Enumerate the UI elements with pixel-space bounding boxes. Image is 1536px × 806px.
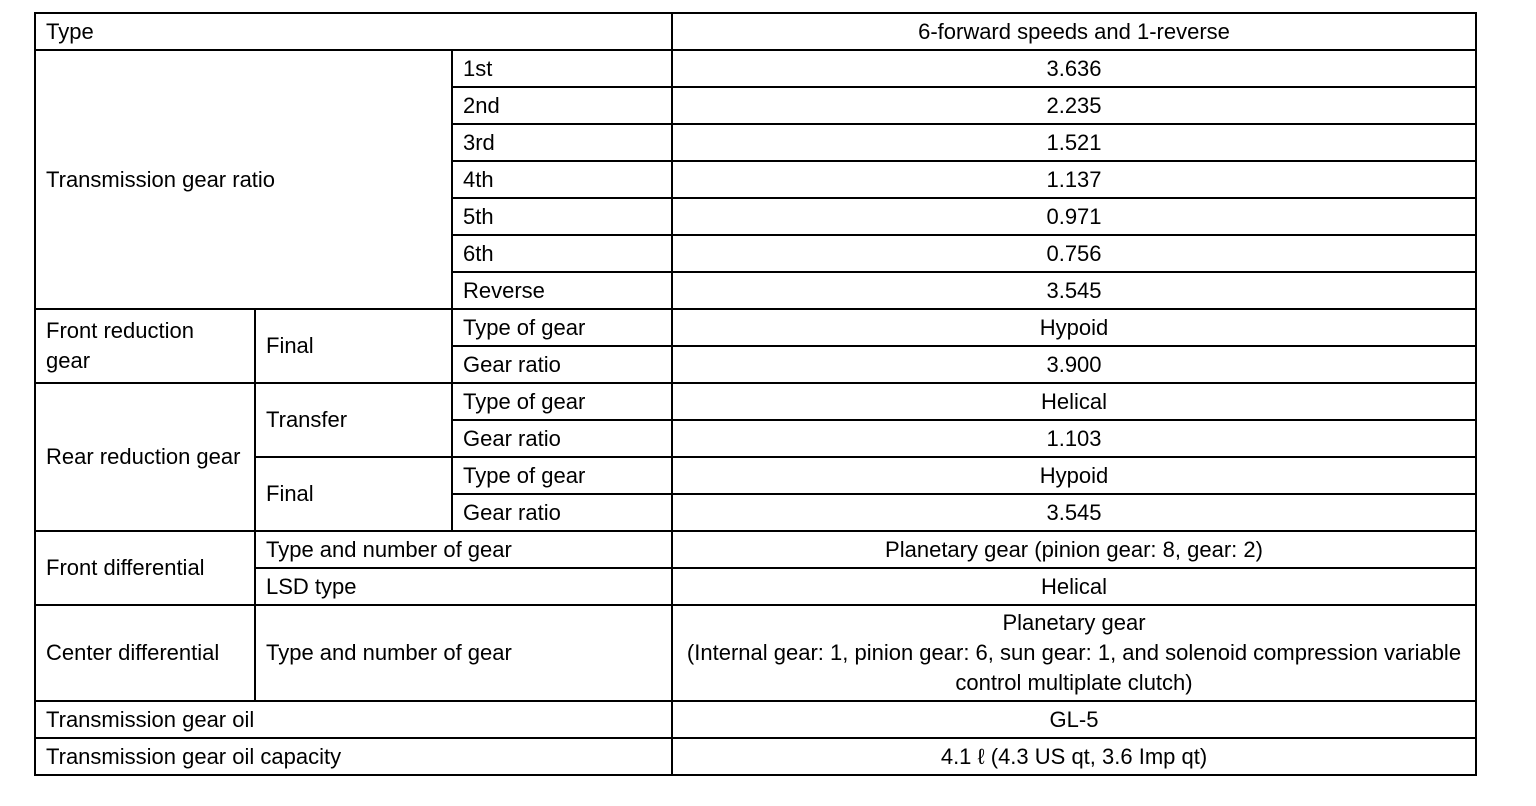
center-differential-label: Center differential — [35, 605, 255, 701]
gear-name: 2nd — [452, 87, 672, 124]
gear-oil-capacity-label: Transmission gear oil capacity — [35, 738, 672, 775]
gear-ratio-value: 3.545 — [672, 272, 1476, 309]
lsd-type-value: Helical — [672, 568, 1476, 605]
gear-oil-capacity-value: 4.1 ℓ (4.3 US qt, 3.6 Imp qt) — [672, 738, 1476, 775]
gear-ratio-value: 1.137 — [672, 161, 1476, 198]
gear-name: 6th — [452, 235, 672, 272]
front-final-gear-ratio-value: 3.900 — [672, 346, 1476, 383]
gear-ratio-value: 0.971 — [672, 198, 1476, 235]
center-differential-value-line1: Planetary gear — [1002, 610, 1146, 635]
table-row-type — [35, 13, 1476, 50]
gear-ratio-label: Gear ratio — [452, 346, 672, 383]
type-of-gear-label: Type of gear — [452, 383, 672, 420]
gear-name: 5th — [452, 198, 672, 235]
gear-name: 4th — [452, 161, 672, 198]
gear-ratio-label: Gear ratio — [452, 494, 672, 531]
gear-name: 3rd — [452, 124, 672, 161]
rear-reduction-gear-label: Rear reduction gear — [35, 383, 255, 531]
table-row-center-diff — [35, 605, 1476, 701]
rear-transfer-type-of-gear-value: Helical — [672, 383, 1476, 420]
type-label: Type — [35, 13, 672, 50]
table-row-gear-1st — [35, 50, 1476, 87]
gear-ratio-value: 2.235 — [672, 87, 1476, 124]
type-of-gear-label: Type of gear — [452, 309, 672, 346]
type-and-number-of-gear-label: Type and number of gear — [255, 605, 672, 701]
gear-ratio-value: 3.636 — [672, 50, 1476, 87]
gear-ratio-label: Gear ratio — [452, 420, 672, 457]
table-row-rear-transfer-type — [35, 383, 1476, 420]
front-differential-type-value: Planetary gear (pinion gear: 8, gear: 2) — [672, 531, 1476, 568]
center-differential-value — [672, 605, 1476, 701]
rear-transfer-gear-ratio-value: 1.103 — [672, 420, 1476, 457]
rear-final-label: Final — [255, 457, 452, 531]
gear-oil-value: GL-5 — [672, 701, 1476, 738]
front-final-type-of-gear-value: Hypoid — [672, 309, 1476, 346]
gear-ratio-value: 0.756 — [672, 235, 1476, 272]
gear-oil-label: Transmission gear oil — [35, 701, 672, 738]
rear-transfer-label: Transfer — [255, 383, 452, 457]
front-differential-label: Front differential — [35, 531, 255, 605]
gear-name: 1st — [452, 50, 672, 87]
table-row-gear-oil-capacity — [35, 738, 1476, 775]
lsd-type-label: LSD type — [255, 568, 672, 605]
specifications-table — [34, 12, 1477, 776]
front-reduction-final-label: Final — [255, 309, 452, 383]
transmission-gear-ratio-label: Transmission gear ratio — [35, 50, 452, 309]
rear-final-type-of-gear-value: Hypoid — [672, 457, 1476, 494]
table-row-front-reduction-type — [35, 309, 1476, 346]
front-reduction-gear-label: Front reduction gear — [35, 309, 255, 383]
type-of-gear-label: Type of gear — [452, 457, 672, 494]
gear-name: Reverse — [452, 272, 672, 309]
type-and-number-of-gear-label: Type and number of gear — [255, 531, 672, 568]
gear-ratio-value: 1.521 — [672, 124, 1476, 161]
type-value: 6-forward speeds and 1-reverse — [672, 13, 1476, 50]
rear-final-gear-ratio-value: 3.545 — [672, 494, 1476, 531]
table-row-gear-oil — [35, 701, 1476, 738]
table-row-front-diff-type — [35, 531, 1476, 568]
center-differential-value-line2: (Internal gear: 1, pinion gear: 6, sun gear: 1, and solenoid compression variable control multiplate clutch) — [686, 640, 1462, 695]
